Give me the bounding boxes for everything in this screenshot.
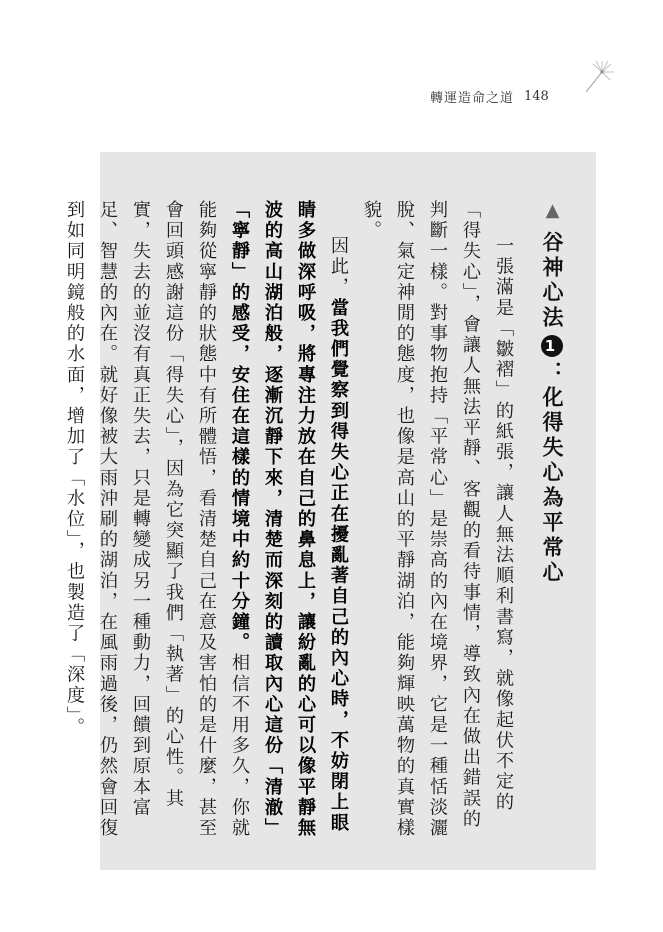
heading-title-part2: ：化得失心為平常心 <box>540 361 564 586</box>
paragraph-2-lead: 因此， <box>328 236 349 299</box>
heading-title-part1: 谷神心法 <box>540 231 564 331</box>
paragraph-2 <box>58 200 355 840</box>
section-heading <box>530 200 574 840</box>
paragraph-1: 一張滿是「皺褶」的紙張，讓人無法順利書寫，就像起伏不定的「得失心」，會讓人無法平靜、客觀的看待事情，導致內在做出錯誤的判斷一樣。對事物抱持「平常心」是崇高的內在境界，它是一種恬淡灑脫、氣定神閒的態度，也像是高山的平靜湖泊，能夠輝映萬物的真實樣貌。 <box>361 200 514 839</box>
paragraph-2-rest: 相信不用多久，你就能夠從寧靜的狀態中有所體悟，看清楚自己在意及害怕的是什麼，甚至會回頭感謝這份「得失心」，因為它突顯了我們「執著」的心性。其實，失去的並沒有真正失去，只是轉變成另一種動力，回饋到原本富足、智慧的內在。就好像被大雨沖刷的湖泊，在風雨過後，仍然會回復到如同明鏡般的水面，增加了「水位」，也製造了「深度」。 <box>64 200 250 839</box>
running-header <box>430 87 549 105</box>
arrow-mark-icon: ▲ <box>542 200 563 225</box>
dandelion-seed-icon <box>580 58 620 98</box>
page-number: 148 <box>524 88 549 104</box>
article-body <box>64 200 574 840</box>
number-badge: 1 <box>541 335 563 357</box>
paragraph-2-bold: 當我們覺察到得失心正在擾亂著自己的內心時，不妨閉上眼睛多做深呼吸，將專注力放在自己的鼻息上，讓紛亂的心可以像平靜無波的高山湖泊般，逐漸沉靜下來，清楚而深刻的讀取內心這份「清澈」「寧靜」的感受，安住在這樣的情境中約十分鐘。 <box>229 200 349 839</box>
book-title: 轉運造命之道 <box>430 90 515 106</box>
